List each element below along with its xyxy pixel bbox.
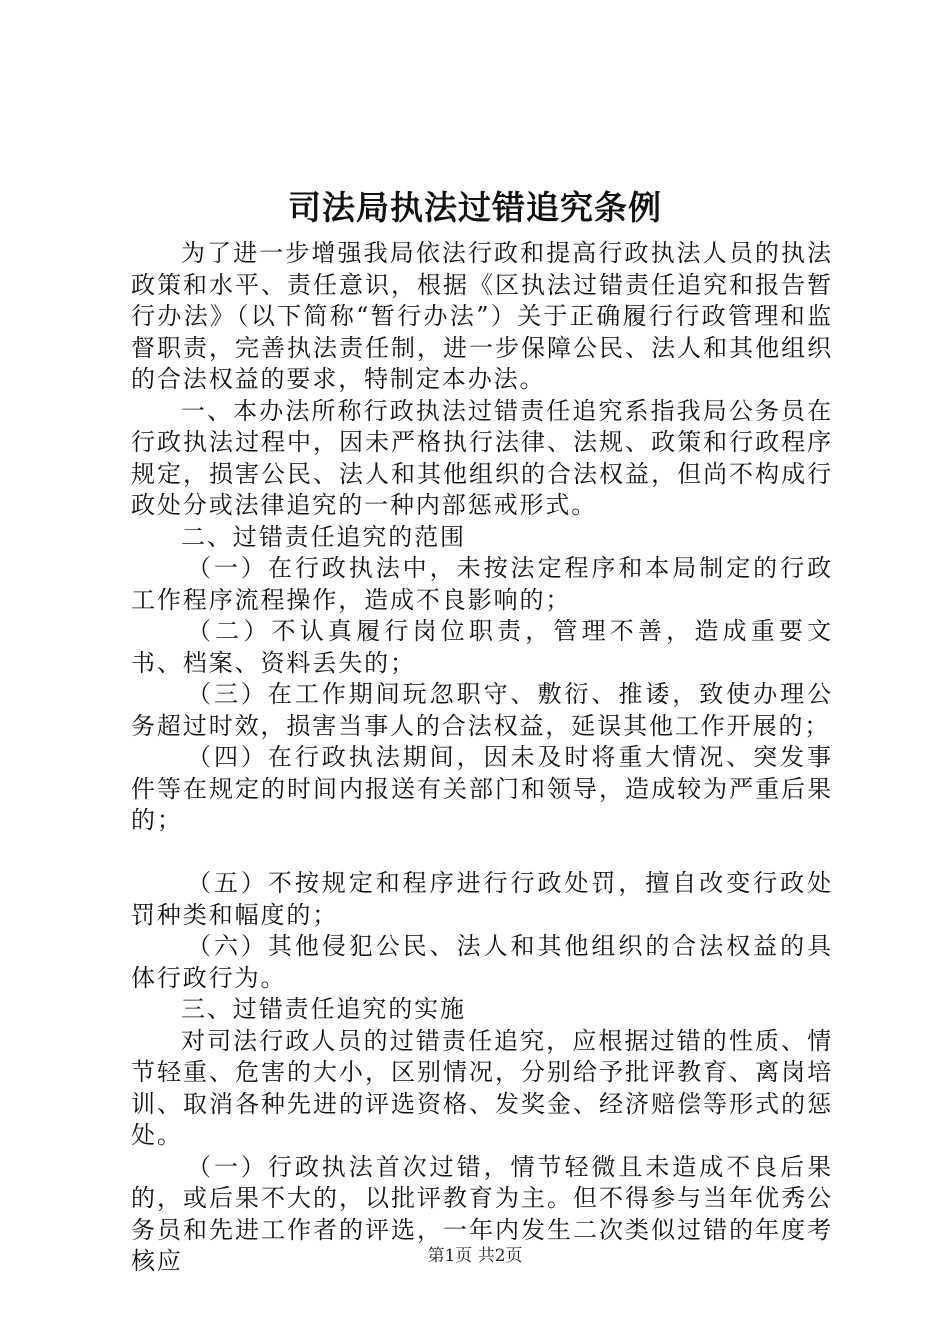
page-footer: 第1页 共2页 — [427, 1246, 523, 1266]
paragraph-intro: 为了进一步增强我局依法行政和提高行政执法人员的执法政策和水平、责任意识，根据《区执法过错责任追究和报告暂行办法》（以下简称“暂行办法”）关于正确履行行政管理和监督职责，完善执法责任制，进一步保障公民、法人和其他组织的合法权益的要求，特制定本办法。 — [131, 239, 833, 393]
list-item-scope-4: （四）在行政执法期间，因未及时将重大情况、突发事件等在规定的时间内报送有关部门和领导，造成较为严重后果的； — [131, 743, 833, 834]
list-item-scope-1: （一）在行政执法中，未按法定程序和本局制定的行政工作程序流程操作，造成不良影响的； — [131, 554, 833, 614]
section-heading-implementation: 三、过错责任追究的实施 — [181, 995, 466, 1023]
section-heading-scope: 二、过错责任追究的范围 — [181, 522, 466, 551]
list-item-implementation-1: （一）行政执法首次过错，情节轻微且未造成不良后果的，或后果不大的，以批评教育为主。但不得参与当年优秀公务员和先进工作者的评选，一年内发生二次类似过错的年度考核应 — [131, 1152, 833, 1275]
list-item-scope-5: （五）不按规定和程序进行行政处罚，擅自改变行政处罚种类和幅度的； — [131, 869, 833, 929]
paragraph-section-1: 一、本办法所称行政执法过错责任追究系指我局公务员在行政执法过程中，因未严格执行法律、法规、政策和行政程序规定，损害公民、法人和其他组织的合法权益，但尚不构成行政处分或法律追究的一种内部惩戒形式。 — [131, 396, 833, 519]
document-body — [131, 238, 833, 1278]
list-item-scope-2: （二）不认真履行岗位职责，管理不善，造成重要文书、档案、资料丢失的； — [131, 617, 833, 677]
list-item-scope-6: （六）其他侵犯公民、法人和其他组织的合法权益的具体行政行为。 — [131, 932, 833, 992]
list-item-scope-3: （三）在工作期间玩忽职守、敷衍、推诿，致使办理公务超过时效，损害当事人的合法权益，延误其他工作开展的； — [131, 680, 833, 740]
paragraph-implementation: 对司法行政人员的过错责任追究，应根据过错的性质、情节轻重、危害的大小，区别情况，分别给予批评教育、离岗培训、取消各种先进的评选资格、发奖金、经济赔偿等形式的惩处。 — [131, 1026, 833, 1149]
document-title: 司法局执法过错追究条例 — [288, 188, 662, 227]
